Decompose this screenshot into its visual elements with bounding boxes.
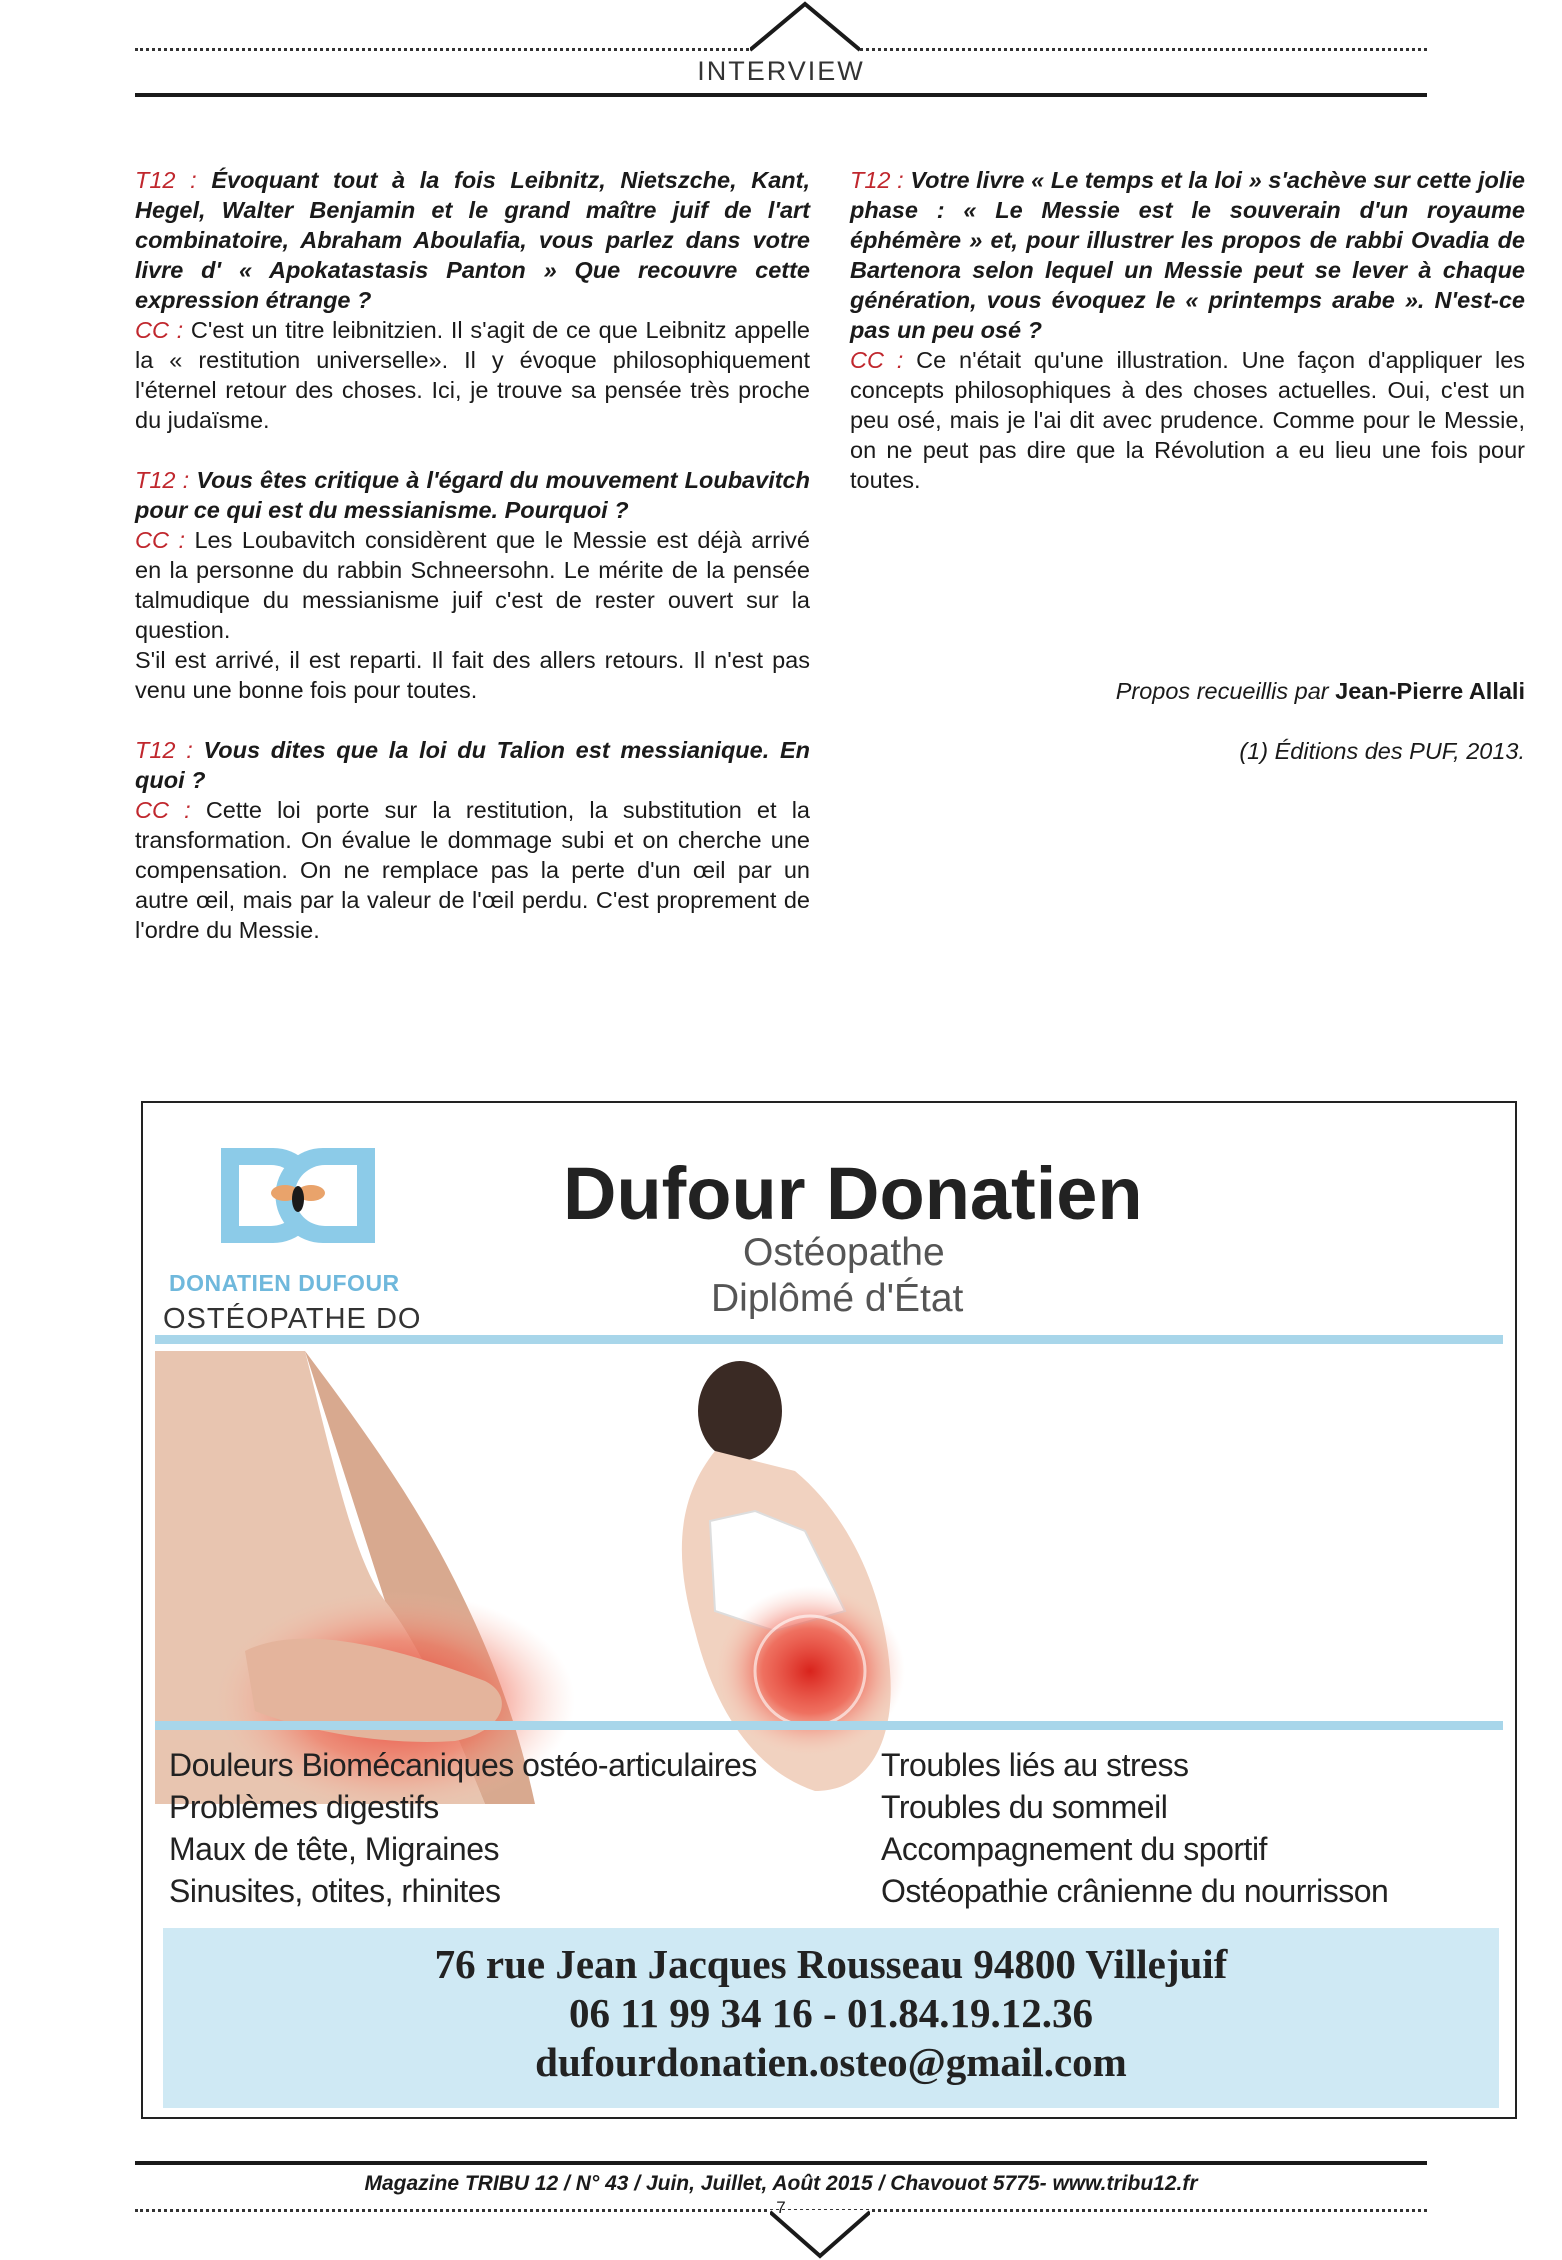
qa-block — [135, 165, 810, 435]
question — [135, 465, 810, 525]
footnote: (1) Éditions des PUF, 2013. — [1239, 738, 1525, 764]
question-text: Évoquant tout à la fois Leibnitz, Nietszche, Kant, Hegel, Walter Benjamin et le grand maître juif de l'art combinatoire, Abraham Aboulafia, vous parlez dans votre livre d' « Apokatastasis Panton » Que recouvre cette expression étrange ? — [135, 167, 810, 313]
left-column — [135, 165, 810, 975]
practitioner-name: Dufour Donatien — [563, 1152, 1143, 1235]
answer-speaker: CC : — [850, 347, 904, 373]
question-speaker: T12 : — [135, 467, 190, 493]
header-rule — [135, 93, 1427, 97]
footer-rule — [135, 2161, 1427, 2165]
ad-divider — [155, 1335, 1503, 1344]
answer — [135, 525, 810, 705]
interview-credit — [850, 676, 1525, 706]
service-item: Troubles liés au stress — [881, 1747, 1189, 1783]
answer — [135, 315, 810, 435]
question-speaker: T12 : — [135, 167, 197, 193]
dd-logo-icon — [213, 1143, 383, 1248]
service-item: Problèmes digestifs — [169, 1789, 439, 1825]
right-column — [850, 165, 1525, 525]
answer-text: C'est un titre leibnitzien. Il s'agit de ce que Leibnitz appelle la « restitution universelle». Il y évoque philosophiquement l'éternel retour des choses. Ici, je trouve sa pensée très proche du judaïsme. — [135, 317, 810, 433]
question-text: Vous dites que la loi du Talion est messianique. En quoi ? — [135, 737, 810, 793]
answer-text: S'il est arrivé, il est reparti. Il fait des allers retours. Il n'est pas venu une bonne fois pour toutes. — [135, 647, 810, 703]
osteopath-advertisement — [141, 1101, 1517, 2119]
credit-prefix: Propos recueillis par — [1115, 678, 1329, 704]
practitioner-role: Ostéopathe — [743, 1231, 945, 1274]
answer-speaker: CC : — [135, 797, 191, 823]
service-item: Douleurs Biomécaniques ostéo-articulaires — [169, 1747, 757, 1783]
contact-address: 76 rue Jean Jacques Rousseau 94800 Villejuif — [434, 1941, 1228, 1987]
qa-block — [135, 735, 810, 945]
question — [850, 165, 1525, 345]
contact-phones: 06 11 99 34 16 - 01.84.19.12.36 — [569, 1990, 1093, 2036]
practitioner-diploma: Diplômé d'État — [711, 1277, 964, 1320]
qa-block — [135, 465, 810, 705]
answer-speaker: CC : — [135, 527, 185, 553]
question — [135, 165, 810, 315]
service-item: Accompagnement du sportif — [881, 1831, 1267, 1867]
osteopathy-photo — [155, 1351, 1505, 1804]
answer-speaker: CC : — [135, 317, 184, 343]
logo-subtitle: OSTÉOPATHE DO — [163, 1303, 422, 1335]
question-text: Votre livre « Le temps et la loi » s'achève sur cette jolie phase : « Le Messie est le souverain d'un royaume éphémère » et, pour illustrer les propos de rabbi Ovadia de Bartenora selon lequel un Messie peut se lever à chaque génération, vous évoquez le « printemps arabe ». N'est-ce pas un peu osé ? — [850, 167, 1525, 343]
service-item: Ostéopathie crânienne du nourrisson — [881, 1873, 1389, 1909]
question-speaker: T12 : — [135, 737, 193, 763]
services-list-left — [169, 1744, 757, 1912]
logo-name: DONATIEN DUFOUR — [169, 1270, 400, 1296]
question — [135, 735, 810, 795]
qa-block — [850, 165, 1525, 495]
credit-author: Jean-Pierre Allali — [1335, 678, 1525, 704]
services-list-right — [881, 1744, 1388, 1912]
answer — [850, 345, 1525, 495]
answer — [135, 795, 810, 945]
question-text: Vous êtes critique à l'égard du mouvement Loubavitch pour ce qui est du messianisme. Pourquoi ? — [135, 467, 810, 523]
ad-divider — [155, 1721, 1503, 1730]
contact-box — [163, 1928, 1499, 2108]
contact-email: dufourdonatien.osteo@gmail.com — [535, 2039, 1127, 2085]
header-peak-ornament — [750, 0, 860, 52]
answer-text: Ce n'était qu'une illustration. Une façon d'appliquer les concepts philosophiques à des choses actuelles. Oui, c'est un peu osé, mais je l'ai dit avec prudence. Comme pour le Messie, on ne peut pas dire que la Révolution a eu lieu une fois pour toutes. — [850, 347, 1526, 493]
answer-text: Les Loubavitch considèrent que le Messie est déjà arrivé en la personne du rabbin Schneersohn. Le mérite de la pensée talmudique du messianisme juif c'est de rester ouvert sur la question. — [135, 527, 811, 643]
question-speaker: T12 : — [850, 167, 904, 193]
page-number: 7 — [776, 2198, 786, 2217]
answer-text: Cette loi porte sur la restitution, la substitution et la transformation. On évalue le dommage subi et on cherche une compensation. On ne remplace pas la perte d'un œil par un autre œil, mais par la valeur de l'œil perdu. C'est proprement de l'ordre du Messie. — [135, 797, 810, 943]
section-title: INTERVIEW — [697, 56, 865, 86]
service-item: Maux de tête, Migraines — [169, 1831, 499, 1867]
footer-publication-info: Magazine TRIBU 12 / N° 43 / Juin, Juillet, Août 2015 / Chavouot 5775- www.tribu12.fr — [364, 2172, 1198, 2195]
service-item: Troubles du sommeil — [881, 1789, 1168, 1825]
service-item: Sinusites, otites, rhinites — [169, 1873, 501, 1909]
